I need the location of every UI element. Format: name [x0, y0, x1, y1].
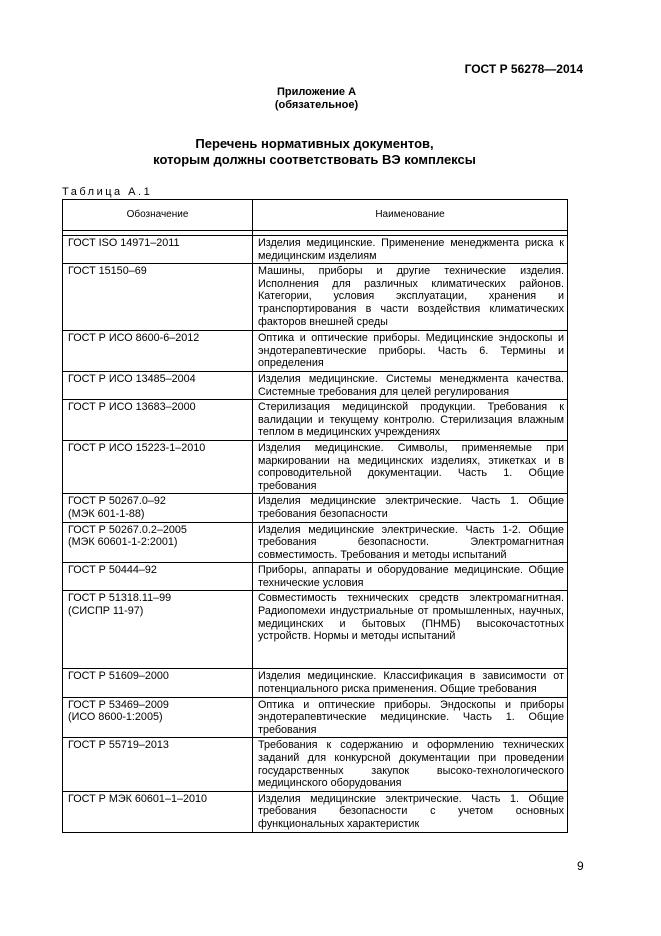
- row-name: Совместимость технических средств электромагнитная. Радиопомехи индустриальные от промышленных, научных, медицинских и бытовых (ПНМБ) высокочастотных устройств. Нормы и методы испытаний: [253, 591, 568, 669]
- row-name: Изделия медицинские электрические. Часть 1. Общие требования безопасности с учетом основных функциональных характеристик: [253, 791, 568, 832]
- table-row: [63, 264, 568, 331]
- row-name: Изделия медицинские. Классификация в зависимости от потенциального риска применения. Общие требования: [253, 669, 568, 697]
- annex-subtitle: (обязательное): [274, 99, 359, 111]
- table-header-row: [63, 200, 568, 231]
- row-designation: ГОСТ Р МЭК 60601–1–2010: [63, 791, 253, 832]
- row-name: Требования к содержанию и оформлению технических заданий для конкурсной документации при проведении государственных закупок высоко-технологического медицинского оборудования: [253, 738, 568, 791]
- row-designation: ГОСТ Р 50267.0–92 (МЭК 601-1-88): [63, 494, 253, 522]
- title-line-1: Перечень нормативных документов,: [195, 136, 434, 151]
- table-row: [63, 236, 568, 264]
- page-number: 9: [577, 859, 584, 873]
- row-designation: ГОСТ 15150–69: [63, 264, 253, 331]
- row-designation: ГОСТ Р 51318.11–99 (СИСПР 11-97): [63, 591, 253, 669]
- row-name: Стерилизация медицинской продукции. Требования к валидации и текущему контролю. Стерилизация влажным теплом в медицинских учреждениях: [253, 400, 568, 441]
- header-name: Наименование: [253, 200, 568, 231]
- table-row: [63, 331, 568, 372]
- row-name: Машины, приборы и другие технические изделия. Исполнения для различных климатических районов. Категории, условия эксплуатации, хранения и транспортирования в части воздействия климатических факторов внешней среды: [253, 264, 568, 331]
- table-row: [63, 563, 568, 591]
- row-designation: ГОСТ ISO 14971–2011: [63, 236, 253, 264]
- table-row: [63, 522, 568, 563]
- table-row: [63, 591, 568, 669]
- table-row: [63, 440, 568, 493]
- row-designation: ГОСТ Р 55719–2013: [63, 738, 253, 791]
- row-designation: ГОСТ Р ИСО 13485–2004: [63, 371, 253, 399]
- row-designation: ГОСТ Р 50267.0.2–2005 (МЭК 60601-1-2:2001): [63, 522, 253, 563]
- row-designation: ГОСТ Р ИСО 13683–2000: [63, 400, 253, 441]
- annex-heading: [0, 86, 661, 112]
- row-name: Изделия медицинские электрические. Часть 1. Общие требования безопасности: [253, 494, 568, 522]
- row-name: Оптика и оптические приборы. Эндоскопы и приборы эндотерапевтические медицинские. Часть 1. Общие требования: [253, 697, 568, 738]
- row-designation: ГОСТ Р ИСО 8600-6–2012: [63, 331, 253, 372]
- annex-title: Приложение А: [276, 86, 357, 98]
- table-row: [63, 494, 568, 522]
- standards-table: [62, 199, 568, 833]
- row-designation: ГОСТ Р 50444–92: [63, 563, 253, 591]
- table-row: [63, 791, 568, 832]
- table-row: [63, 697, 568, 738]
- table-row: [63, 669, 568, 697]
- row-name: Изделия медицинские. Системы менеджмента качества. Системные требования для целей регулирования: [253, 371, 568, 399]
- row-designation: ГОСТ Р 53469–2009 (ИСО 8600-1:2005): [63, 697, 253, 738]
- table-caption: Таблица А.1: [62, 186, 153, 198]
- table-row: [63, 371, 568, 399]
- row-name: Изделия медицинские. Применение менеджмента риска к медицинским изделиям: [253, 236, 568, 264]
- table-row: [63, 738, 568, 791]
- row-name: Изделия медицинские. Символы, применяемые при маркировании на медицинских изделиях, этикетках и в сопроводительной документации. Часть 1. Общие требования: [253, 440, 568, 493]
- row-name: Изделия медицинские электрические. Часть 1-2. Общие требования безопасности. Электромагнитная совместимость. Требования и методы испытаний: [253, 522, 568, 563]
- row-name: Приборы, аппараты и оборудование медицинские. Общие технические условия: [253, 563, 568, 591]
- standard-code: ГОСТ Р 56278—2014: [464, 62, 583, 76]
- document-title: [0, 136, 661, 168]
- title-line-2: которым должны соответствовать ВЭ комплексы: [153, 152, 476, 167]
- table-row: [63, 400, 568, 441]
- row-name: Оптика и оптические приборы. Медицинские эндоскопы и эндотерапевтические приборы. Часть 6. Термины и определения: [253, 331, 568, 372]
- row-designation: ГОСТ Р 51609–2000: [63, 669, 253, 697]
- header-designation: Обозначение: [63, 200, 253, 231]
- row-designation: ГОСТ Р ИСО 15223-1–2010: [63, 440, 253, 493]
